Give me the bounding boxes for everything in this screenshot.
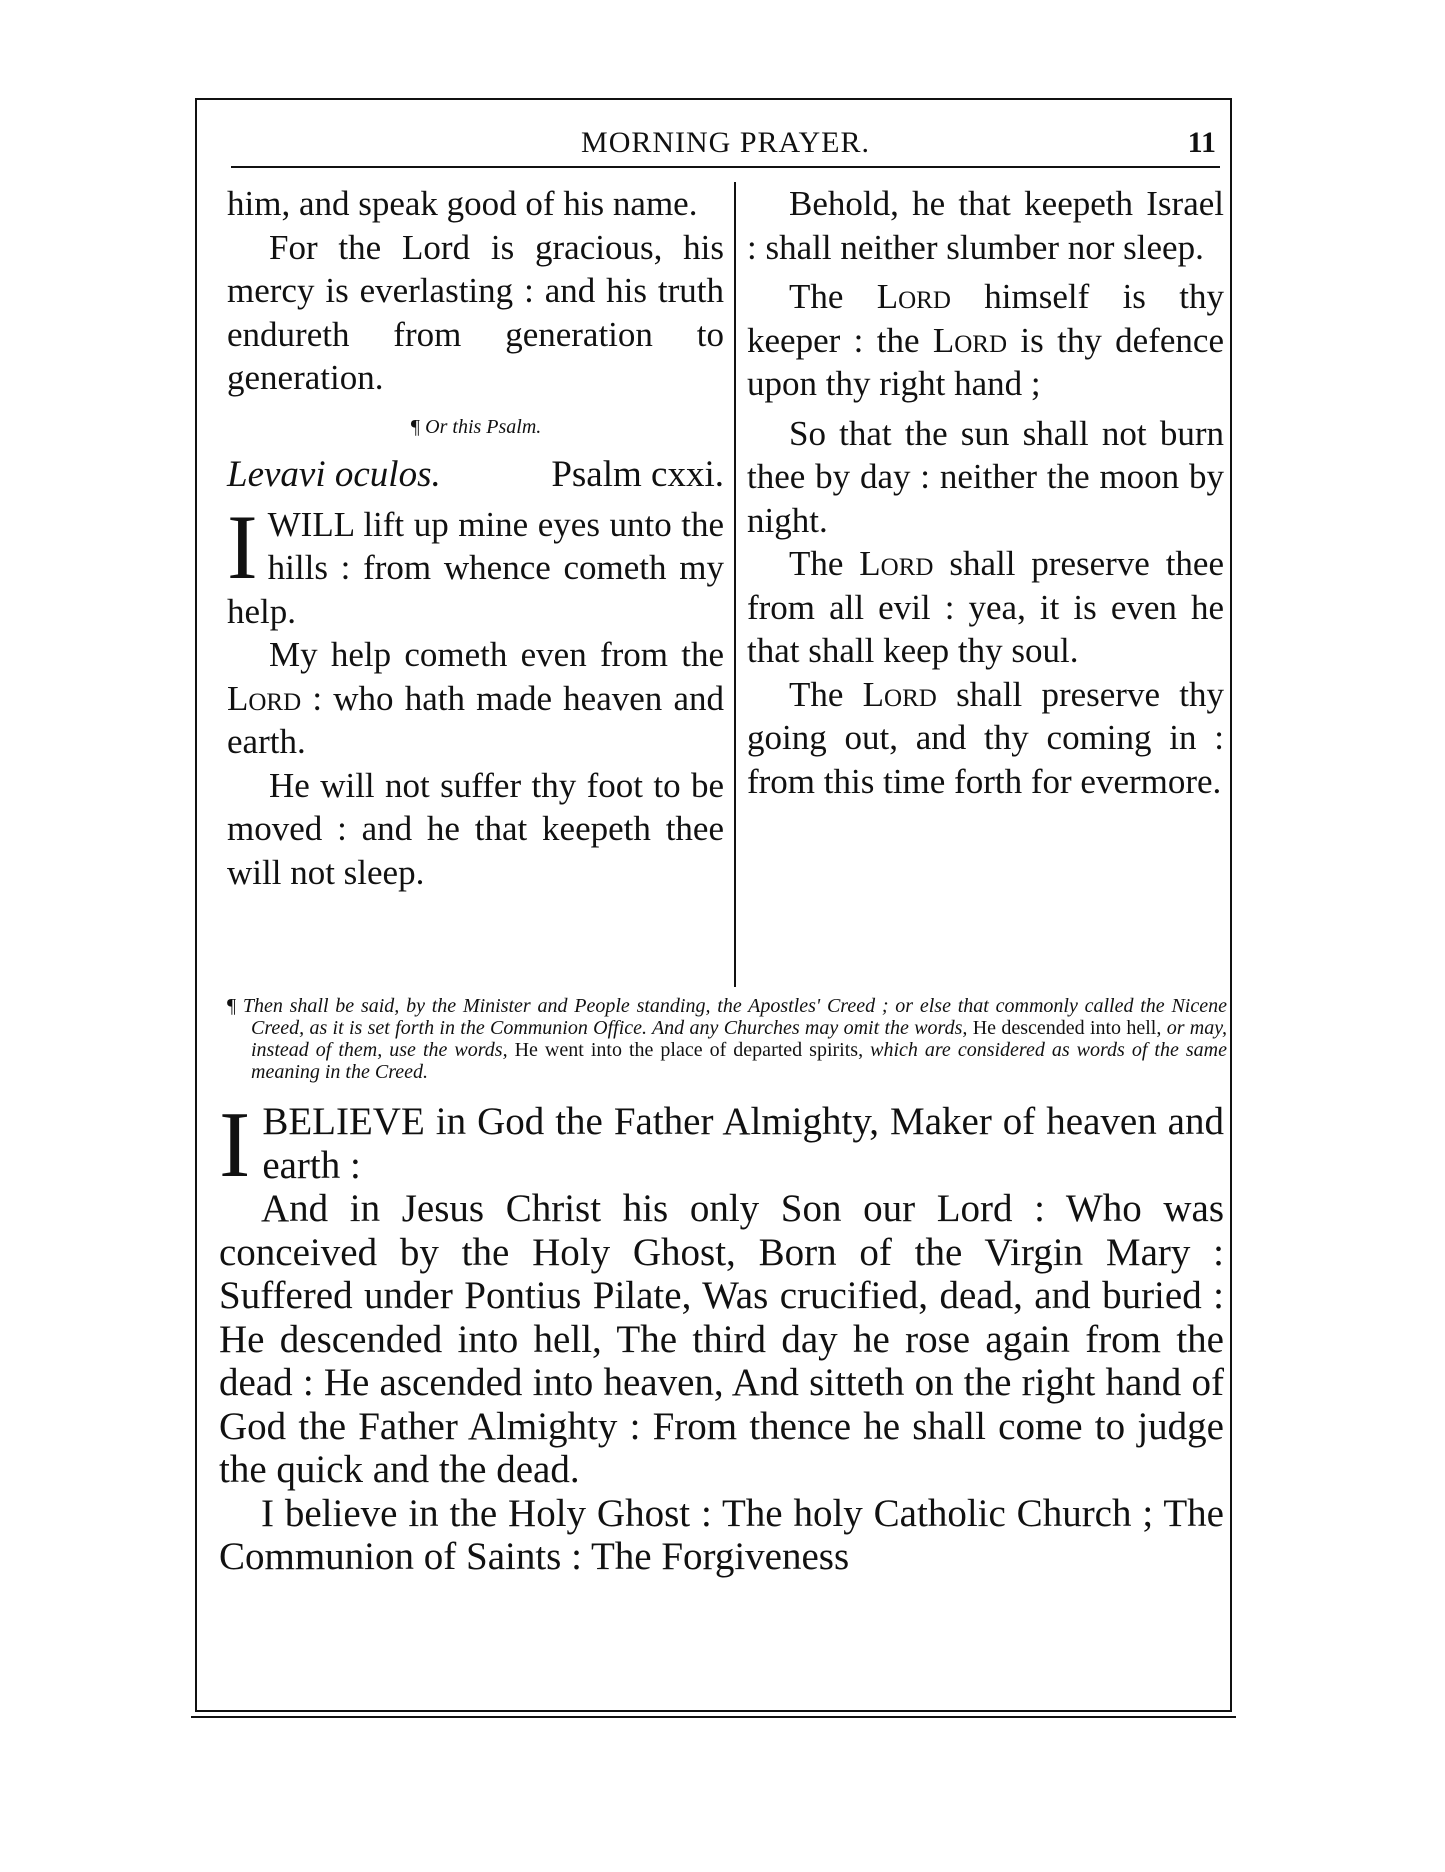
psalm-heading [227,453,724,497]
rubric-text: Then shall be said, by the Minister and People standing, the Apostles' Creed ; or else that commonly called the Nicene Creed, as it is set forth in the Communion Office. And any Churches may omit the words, [242,995,1227,1039]
rubric-roman-text: He descended into hell, [972,1017,1162,1039]
rubric-text: or may, instead of them, use the words, [251,1017,1228,1061]
page-frame [195,98,1232,1712]
creed-rubric-text [227,995,1227,1083]
psalm-rubric [227,406,724,450]
divine-name: Lord [227,678,302,718]
creed-paragraph [219,1093,1224,1197]
divine-name: Lord [876,277,951,316]
column-divider [734,182,736,987]
drop-cap: I [219,1093,251,1197]
verse-text: The [789,544,860,583]
right-column [747,182,1224,803]
divine-name: Lord [859,544,934,583]
pilcrow-icon: ¶ [227,995,237,1017]
drop-cap: I [227,495,258,598]
verse-text: is thy defence upon thy right hand ; [747,320,1224,403]
verse: So that the sun shall not burn thee by day : neither the moon by night. [747,413,1224,540]
left-column [227,182,724,894]
rubric-text: Or this Psalm. [425,415,542,438]
creed-paragraph: I believe in the Holy Ghost : The holy Catholic Church ; The Communion of Saints : The Forgiveness [219,1491,1224,1578]
creed-rubric [227,995,1227,1083]
verse-continuation: him, and speak good of his name. [227,184,698,223]
verse [227,495,724,634]
verse-text: The [789,674,863,714]
rubric-roman-text: He went into the place of departed spirits, [514,1039,864,1061]
divine-name: Lord [932,320,1008,360]
creed-text: BELIEVE in God the Father Almighty, Maker of heaven and earth : [262,1100,1224,1187]
page-title: MORNING PRAYER. [581,126,870,159]
verse: He will not suffer thy foot to be moved : and he that keepeth thee will not sleep. [227,765,724,892]
psalm-latin-title: Levavi oculos. [227,454,441,495]
running-header [231,122,1220,168]
verse-text: shall preserve thee from all evil : yea, it is even he that shall keep thy soul. [747,544,1224,670]
verse [747,275,1224,406]
verse-text: himself is thy keeper : the [747,277,1224,360]
creed-paragraph: And in Jesus Christ his only Son our Lord : Who was conceived by the Holy Ghost, Born of the Virgin Mary : Suffered under Pontius Pilate, Was crucified, dead, and buried : He descended into hell, The third day he rose again from the dead : He ascended into heaven, And sitteth on the right hand of God the Father Almighty : From thence he shall come to judge the quick and the dead. [219,1187,1224,1491]
rubric-text: which are considered as words of the same meaning in the Creed. [251,1039,1227,1083]
verse-text: My help cometh even from the [269,635,724,674]
verse-text: WILL lift up mine eyes unto the hills : from whence cometh my help. [227,504,724,631]
pilcrow-icon: ¶ [409,415,421,438]
page-number: 11 [1187,126,1216,159]
psalm-number: Psalm cxxi. [551,454,724,495]
verse-text: The [789,277,877,316]
verse [227,633,724,764]
verse-text: : who hath made heaven and earth. [227,678,724,761]
verse: Behold, he that keepeth Israel : shall neither slumber nor sleep. [747,184,1224,267]
verse [747,673,1224,804]
apostles-creed [219,1093,1224,1579]
verse: For the Lord is gracious, his mercy is everlasting : and his truth endureth from generation to generation. [227,227,724,397]
verse [747,542,1224,673]
verse-text: shall preserve thy going out, and thy coming in : from this time forth for evermore. [747,674,1224,801]
divine-name: Lord [862,674,937,714]
